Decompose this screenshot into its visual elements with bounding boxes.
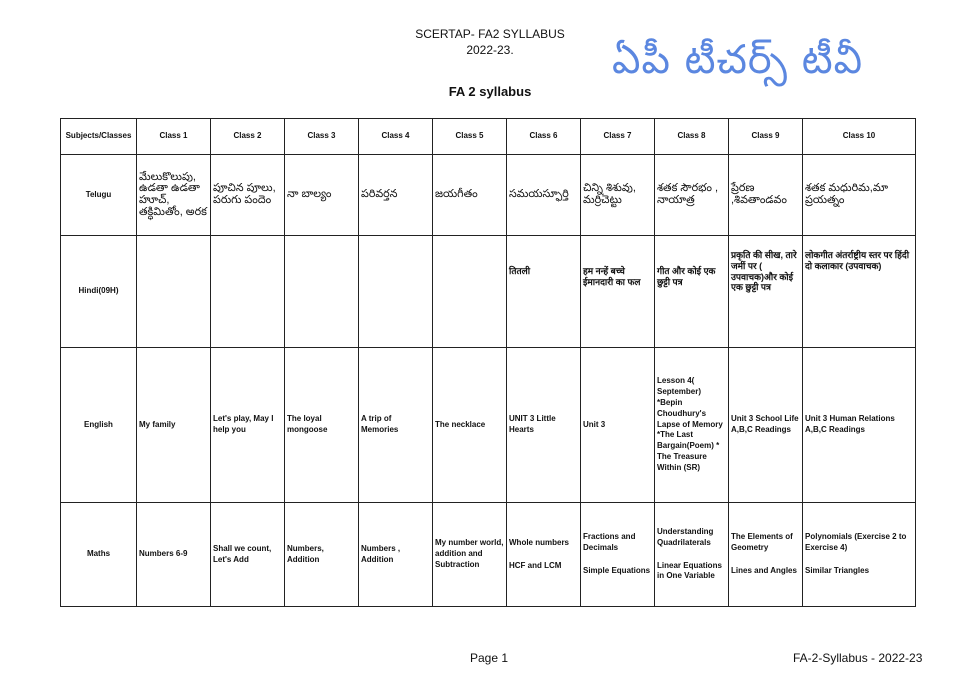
- english-class-9: Unit 3 School Life A,B,C Readings: [729, 348, 803, 503]
- english-class-8: Lesson 4( September) *Bepin Choudhury's Lapse of Memory *The Last Bargain(Poem) * The Treasure Within (SR): [655, 348, 729, 503]
- maths-class-4-topic: Numbers , Addition: [361, 543, 401, 564]
- maths-class-7-topic: Fractions and Decimals: [583, 532, 636, 553]
- hindi-class-6: तितली: [507, 236, 581, 348]
- maths-class-6-topic: Whole numbers: [509, 537, 570, 547]
- english-class-5: The necklace: [433, 348, 507, 503]
- hindi-class-9: प्रकृति की सीख, तारे जमीं पर ( उपवाचक)और कोई एक छुट्टी पत्र: [729, 236, 803, 348]
- english-class-10: Unit 3 Human Relations A,B,C Readings: [803, 348, 916, 503]
- maths-class-1-topic: Numbers 6-9: [139, 549, 188, 559]
- subject-cell-english: English: [61, 348, 137, 503]
- maths-class-1: [137, 503, 211, 607]
- english-class-6: UNIT 3 Little Hearts: [507, 348, 581, 503]
- telugu-class-3: నా బాల్యం: [285, 155, 359, 236]
- maths-class-10-topic-2: Similar Triangles: [805, 565, 870, 575]
- english-class-7: Unit 3: [581, 348, 655, 503]
- english-class-2: Let's play, May I help you: [211, 348, 285, 503]
- header-cell-class-3: Class 3: [285, 119, 359, 155]
- page-number: Page 1: [470, 651, 509, 665]
- hindi-class-4: [359, 236, 433, 348]
- hindi-class-3: [285, 236, 359, 348]
- table-row-telugu: [61, 155, 916, 236]
- telugu-class-1: మేలుకొలుపు, ఉడతా ఉడతా హూచ్, తక్ధిమితోం, అరక: [137, 155, 211, 236]
- syllabus-table: [60, 118, 916, 607]
- maths-class-2: [211, 503, 285, 607]
- header-cell-class-10: Class 10: [803, 119, 916, 155]
- doc-heading-year: 2022-23.: [466, 43, 514, 57]
- telugu-class-10: శతక మధురిమ,మా ప్రయత్నం: [803, 155, 916, 236]
- hindi-class-1: [137, 236, 211, 348]
- english-class-1: My family: [137, 348, 211, 503]
- maths-class-6: [507, 503, 581, 607]
- maths-class-3-topic: Numbers, Addition: [287, 543, 324, 564]
- telugu-class-2: పూచిన పూలు, పరుగు పందెం: [211, 155, 285, 236]
- maths-class-3: [285, 503, 359, 607]
- maths-class-9-topic: The Elements of Geometry: [731, 532, 793, 553]
- header-cell-class-2: Class 2: [211, 119, 285, 155]
- maths-class-7-topic-2: Simple Equations: [583, 565, 651, 575]
- footer-doc-label: FA-2-Syllabus - 2022-23: [793, 651, 923, 665]
- header-cell-class-4: Class 4: [359, 119, 433, 155]
- maths-class-9-topic-2: Lines and Angles: [731, 565, 797, 575]
- telugu-class-5: జయగీతం: [433, 155, 507, 236]
- hindi-class-10: लोकगीत अंतर्राष्ट्रीय स्तर पर हिंदी दो कलाकार (उपवाचक): [803, 236, 916, 348]
- header-cell-class-8: Class 8: [655, 119, 729, 155]
- table-header-row: [61, 119, 916, 155]
- telugu-class-4: పరివర్తన: [359, 155, 433, 236]
- header-cell-class-6: Class 6: [507, 119, 581, 155]
- maths-class-9: [729, 503, 803, 607]
- brand-watermark: ఏపీ టీచర్స్ టీవీ: [612, 37, 864, 83]
- subject-cell-hindi: Hindi(09H): [61, 236, 137, 348]
- maths-class-10-topic: Polynomials (Exercise 2 to Exercise 4): [805, 532, 907, 553]
- maths-class-4: [359, 503, 433, 607]
- hindi-class-8: गीत और कोई एक छुट्टी पत्र: [655, 236, 729, 348]
- header-cell-class-1: Class 1: [137, 119, 211, 155]
- maths-class-8: [655, 503, 729, 607]
- english-class-3: The loyal mongoose: [285, 348, 359, 503]
- header-cell-class-9: Class 9: [729, 119, 803, 155]
- maths-class-6-topic-2: HCF and LCM: [509, 560, 562, 570]
- maths-class-7: [581, 503, 655, 607]
- header-cell-class-5: Class 5: [433, 119, 507, 155]
- table-row-english: [61, 348, 916, 503]
- doc-title: FA 2 syllabus: [448, 84, 532, 99]
- hindi-class-7: हम नन्हें बच्चे ईमानदारी का फल: [581, 236, 655, 348]
- telugu-class-7: చిన్ని శిశువు, మర్రిచెట్టు: [581, 155, 655, 236]
- maths-class-10: [803, 503, 916, 607]
- maths-class-8-topic: Understanding Quadrilaterals: [657, 526, 714, 547]
- subject-cell-maths: Maths: [61, 503, 137, 607]
- telugu-class-9: ప్రేరణ ,శివతాండవం: [729, 155, 803, 236]
- telugu-class-6: సమయస్ఫూర్తి: [507, 155, 581, 236]
- maths-class-8-topic-2: Linear Equations in One Variable: [657, 560, 722, 581]
- header-cell-class-7: Class 7: [581, 119, 655, 155]
- table-row-hindi: [61, 236, 916, 348]
- table-row-maths: [61, 503, 916, 607]
- hindi-class-5: [433, 236, 507, 348]
- header-cell-subjects: Subjects/Classes: [61, 119, 137, 155]
- doc-heading-line1: SCERTAP- FA2 SYLLABUS: [415, 27, 565, 41]
- hindi-class-2: [211, 236, 285, 348]
- subject-cell-telugu: Telugu: [61, 155, 137, 236]
- maths-class-5-topic: My number world, addition and Subtraction: [435, 538, 504, 569]
- english-class-4: A trip of Memories: [359, 348, 433, 503]
- telugu-class-8: శతక సౌరభం , నాయాత్ర: [655, 155, 729, 236]
- maths-class-2-topic: Shall we count, Let's Add: [213, 543, 272, 564]
- maths-class-5: [433, 503, 507, 607]
